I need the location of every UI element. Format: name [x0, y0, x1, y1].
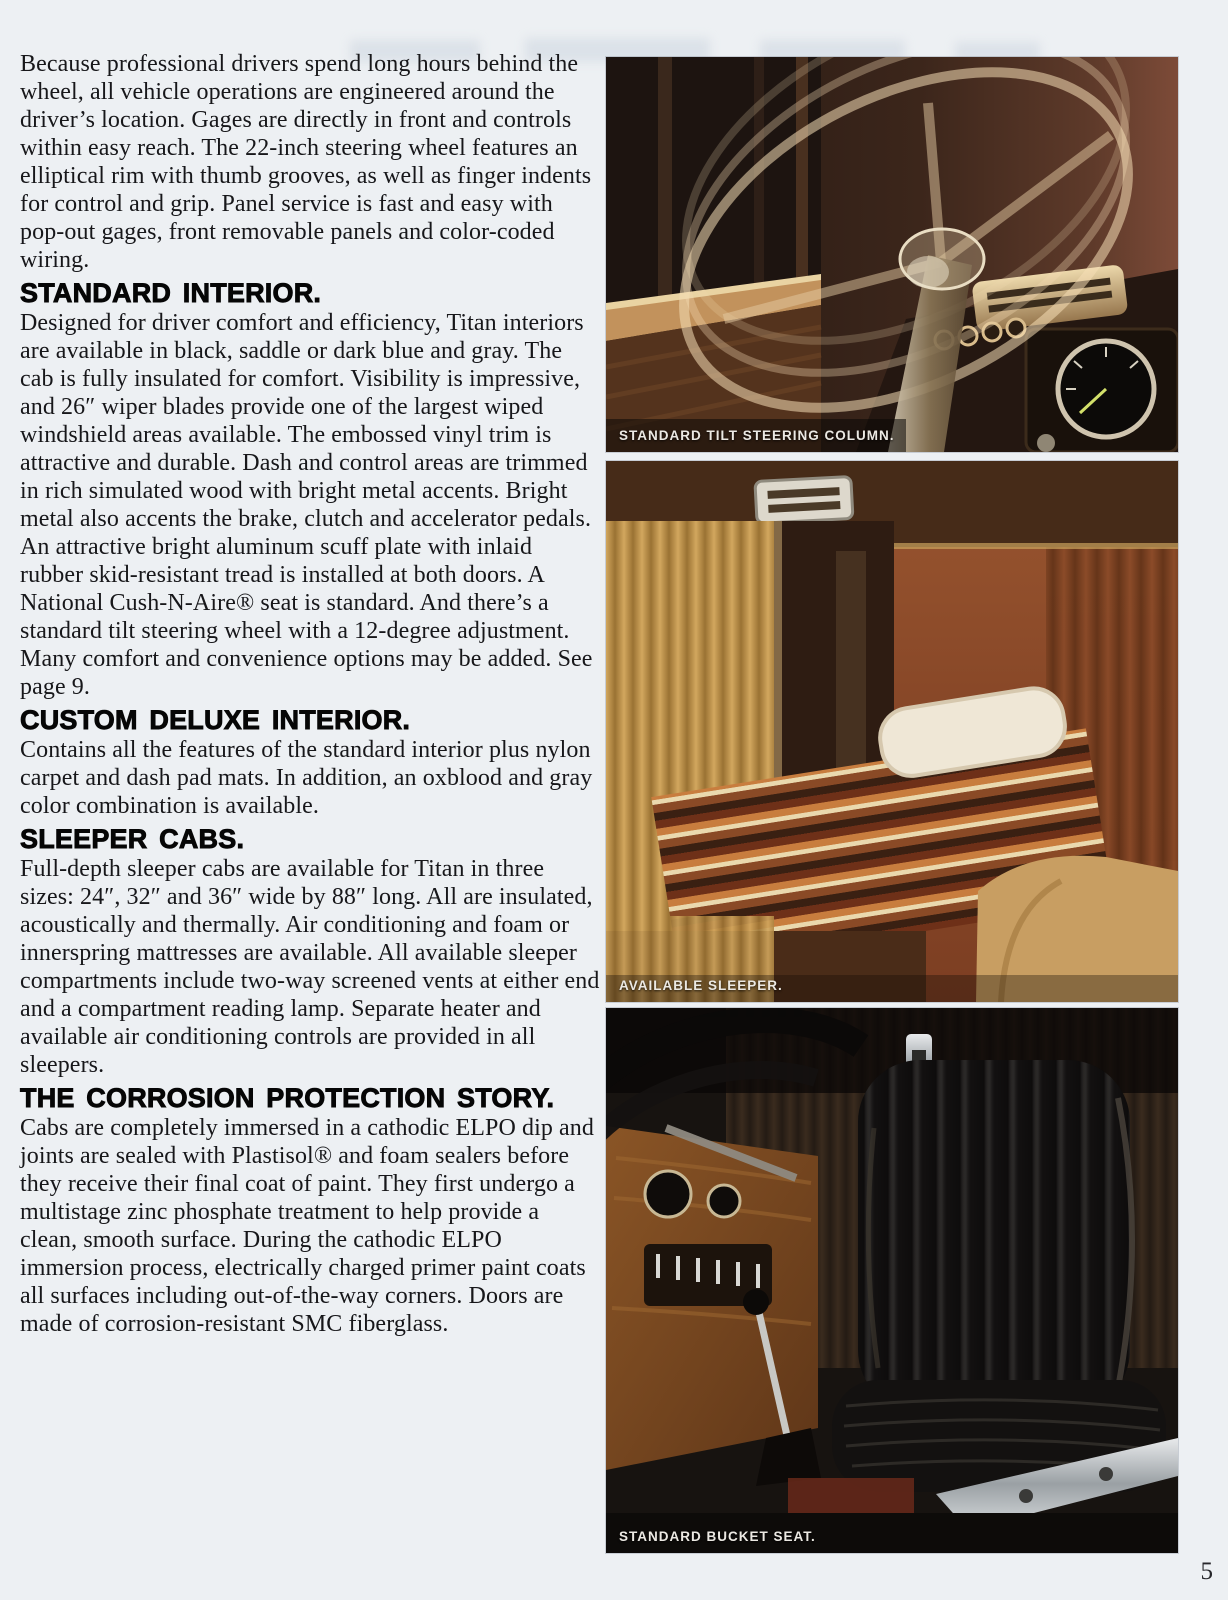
photo-sleeper: [606, 461, 1178, 1002]
page-number: 5: [1200, 1558, 1213, 1585]
photo-steering-column: [606, 57, 1178, 452]
section-body-corrosion-protection: Cabs are completely immersed in a cathodic ELPO dip and joints are sealed with Plastisol® and foam sealers before they receive their final coat of paint. They first undergo a multistage zinc phosphate treatment to help provide a clean, smooth surface. During the cathodic ELPO immersion process, electrically charged primer paint coats all surfaces including out-of-the-way corners. Doors are made of corrosion-resistant SMC fiberglass.: [20, 1115, 594, 1337]
section-body-custom-deluxe-interior: Contains all the features of the standard interior plus nylon carpet and dash pad mats. In addition, an oxblood and gray color combination is available.: [20, 737, 593, 819]
section-heading-corrosion-protection: THE CORROSION PROTECTION STORY.: [20, 1083, 555, 1113]
steering-column-illustration: [606, 57, 1178, 452]
photo-caption: AVAILABLE SLEEPER.: [619, 978, 783, 993]
bucket-seat-illustration: [606, 1008, 1178, 1553]
photo-caption: STANDARD TILT STEERING COLUMN.: [619, 428, 895, 443]
intro-paragraph: Because professional drivers spend long hours behind the wheel, all vehicle operations are engineered around the driver’s location. Gages are directly in front and controls within easy reach. The 22-inch steering wheel features an elliptical rim with thumb grooves, as well as finger indents for control and grip. Panel service is fast and easy with pop-out gages, front removable panels and color-coded wiring.: [20, 51, 592, 273]
photo-bucket-seat: [606, 1008, 1178, 1553]
section-heading-standard-interior: STANDARD INTERIOR.: [20, 278, 322, 308]
section-body-sleeper-cabs: Full-depth sleeper cabs are available for Titan in three sizes: 24″, 32″ and 36″ wide by 88″ long. All are insulated, acoustically and thermally. Air conditioning and foam or innerspring mattresses are available. All available sleeper compartments include two-way screened vents at either end and a compartment reading lamp. Separate heater and available air conditioning controls are provided in all sleepers.: [20, 856, 600, 1078]
section-body-standard-interior: Designed for driver comfort and efficiency, Titan interiors are available in black, saddle or dark blue and gray. The cab is fully insulated for comfort. Visibility is impressive, and 26″ wiper blades provide one of the largest wiped windshield areas available. The embossed vinyl trim is attractive and durable. Dash and control areas are trimmed in rich simulated wood with bright metal accents. Bright metal also accents the brake, clutch and accelerator pedals. An attractive bright aluminum scuff plate with inlaid rubber skid-resistant tread is installed at both doors. A National Cush-N-Aire® seat is standard. And there’s a standard tilt steering wheel with a 12-degree adjustment. Many comfort and convenience options may be added. See page 9.: [20, 310, 593, 700]
article-column: [20, 50, 600, 1338]
photo-caption: STANDARD BUCKET SEAT.: [619, 1529, 816, 1544]
sleeper-illustration: [606, 461, 1178, 1002]
section-heading-custom-deluxe-interior: CUSTOM DELUXE INTERIOR.: [20, 705, 411, 735]
section-heading-sleeper-cabs: SLEEPER CABS.: [20, 824, 245, 854]
